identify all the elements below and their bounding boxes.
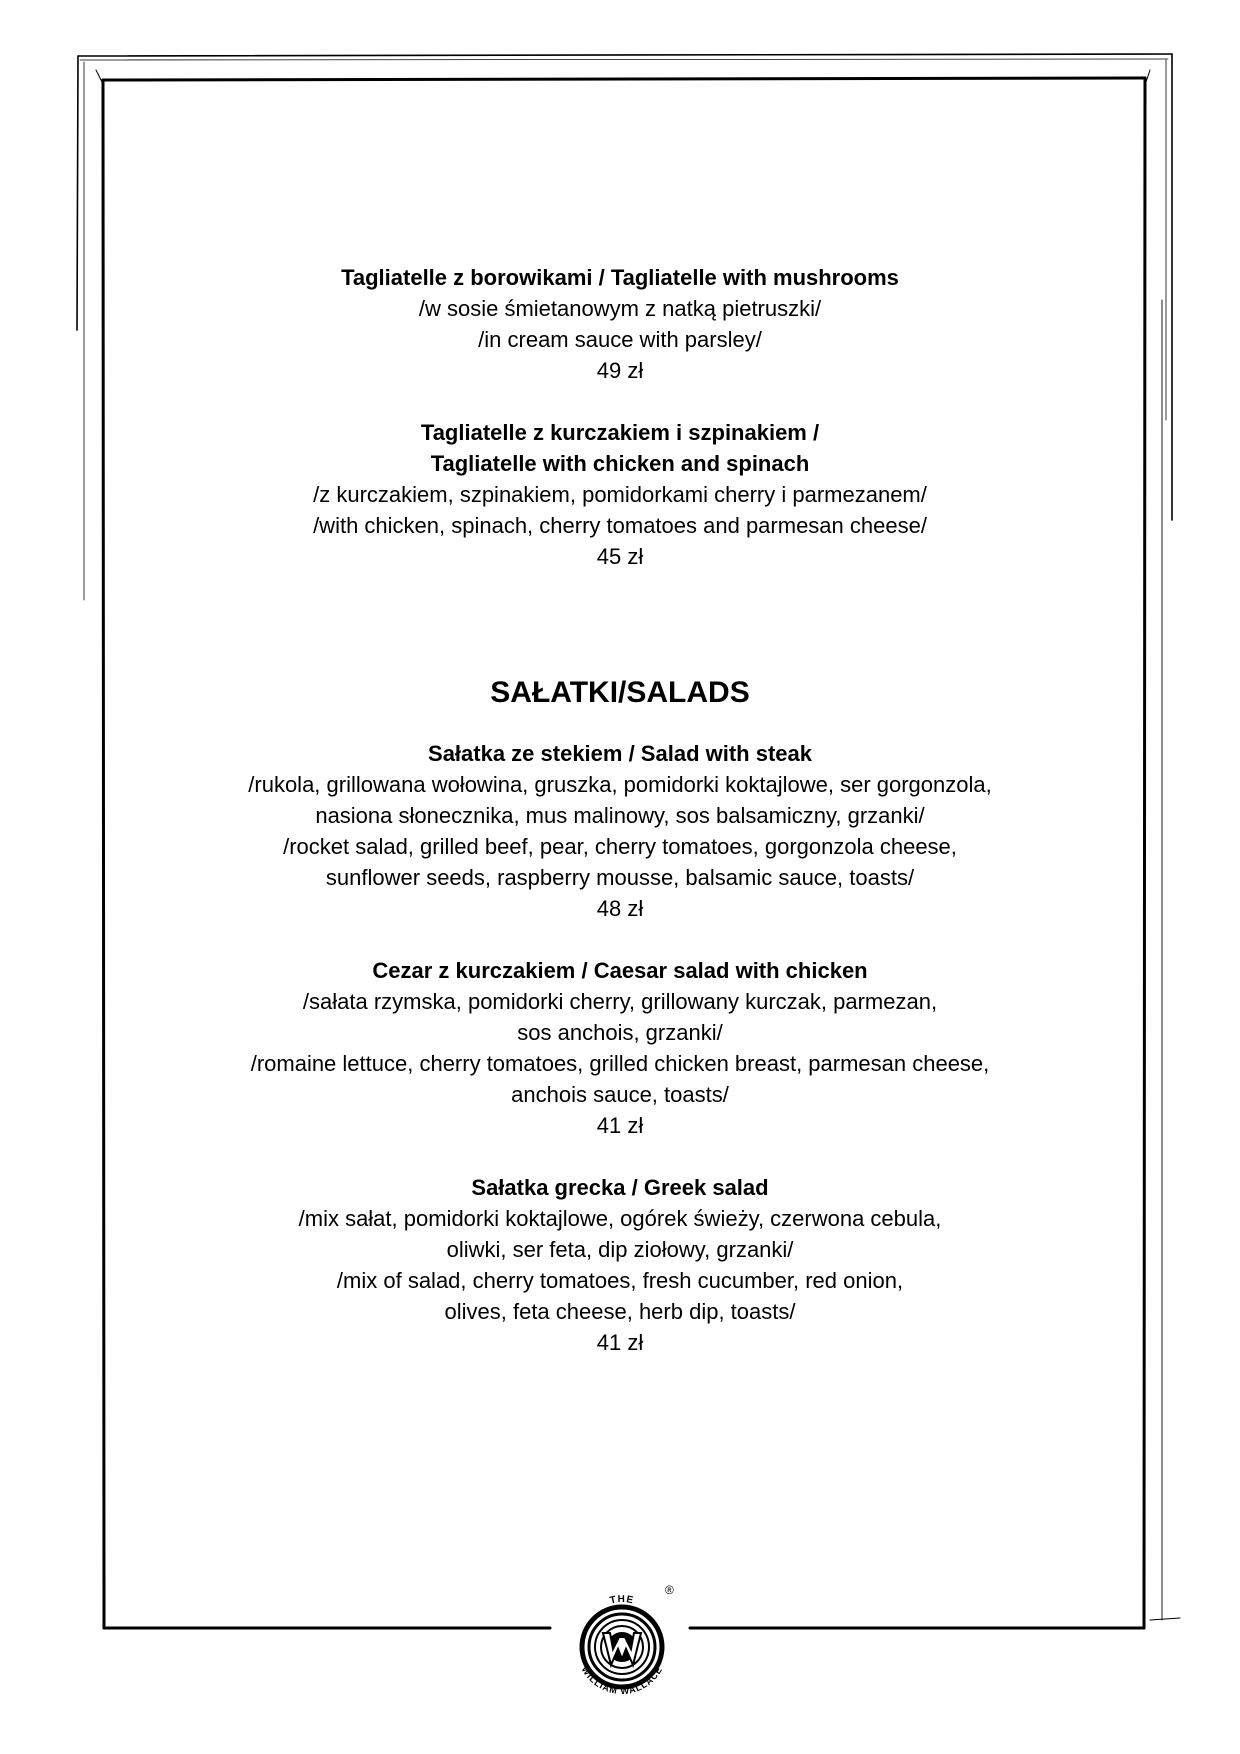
dish-price: 45 zł — [596, 544, 644, 569]
dish-description: /mix sałat, pomidorki koktajlowe, ogórek świeży, czerwona cebula, — [298, 1206, 942, 1231]
dish-description: /mix of salad, cherry tomatoes, fresh cucumber, red onion, — [336, 1268, 904, 1293]
logo-top-text: THE — [608, 1593, 636, 1607]
registered-mark: ® — [665, 1583, 674, 1597]
svg-text:THE — [609, 1594, 635, 1607]
dish-description: anchois sauce, toasts/ — [511, 1082, 729, 1107]
dish-description: /rukola, grillowana wołowina, gruszka, pomidorki koktajlowe, ser gorgonzola, — [248, 772, 992, 797]
dish-name: Tagliatelle with chicken and spinach — [430, 451, 810, 476]
dish-description: /w sosie śmietanowym z natką pietruszki/ — [418, 296, 822, 321]
dish-price: 48 zł — [596, 896, 644, 921]
dish-name: Sałatka grecka / Greek salad — [471, 1175, 769, 1200]
dish-price: 41 zł — [596, 1330, 644, 1355]
dish-steak-salad — [110, 738, 1130, 924]
dish-caesar-salad — [110, 955, 1130, 1141]
menu-content — [110, 262, 1130, 1389]
dish-description: /rocket salad, grilled beef, pear, cherry tomatoes, gorgonzola cheese, — [283, 834, 957, 859]
dish-description: sos anchois, grzanki/ — [517, 1020, 723, 1045]
dish-tagliatelle-chicken — [110, 417, 1130, 572]
dish-description: /with chicken, spinach, cherry tomatoes and parmesan cheese/ — [313, 513, 927, 538]
dish-description: sunflower seeds, raspberry mousse, balsamic sauce, toasts/ — [325, 865, 915, 890]
dish-description: /romaine lettuce, cherry tomatoes, grilled chicken breast, parmesan cheese, — [250, 1051, 990, 1076]
dish-price: 49 zł — [596, 358, 644, 383]
dish-description: /z kurczakiem, szpinakiem, pomidorkami cherry i parmezanem/ — [313, 482, 927, 507]
dish-name: Tagliatelle z kurczakiem i szpinakiem / — [420, 420, 820, 445]
dish-description: oliwki, ser feta, dip ziołowy, grzanki/ — [446, 1237, 794, 1262]
dish-description: /sałata rzymska, pomidorki cherry, grillowany kurczak, parmezan, — [302, 989, 938, 1014]
dish-description: olives, feta cheese, herb dip, toasts/ — [444, 1299, 796, 1324]
dish-tagliatelle-mushrooms — [110, 262, 1130, 386]
logo-bottom-text: WILLIAM WALLACE — [579, 1664, 665, 1697]
dish-description: /in cream sauce with parsley/ — [478, 327, 762, 352]
tree-ring-w-logo-icon — [563, 1587, 681, 1705]
dish-name: Sałatka ze stekiem / Salad with steak — [428, 741, 812, 766]
section-title-salads: SAŁATKI/SALADS — [490, 676, 750, 709]
dish-greek-salad — [110, 1172, 1130, 1358]
dish-name: Cezar z kurczakiem / Caesar salad with chicken — [372, 958, 868, 983]
dish-name: Tagliatelle z borowikami / Tagliatelle with mushrooms — [341, 265, 899, 290]
dish-description: nasiona słonecznika, mus malinowy, sos balsamiczny, grzanki/ — [315, 803, 925, 828]
dish-price: 41 zł — [596, 1113, 644, 1138]
